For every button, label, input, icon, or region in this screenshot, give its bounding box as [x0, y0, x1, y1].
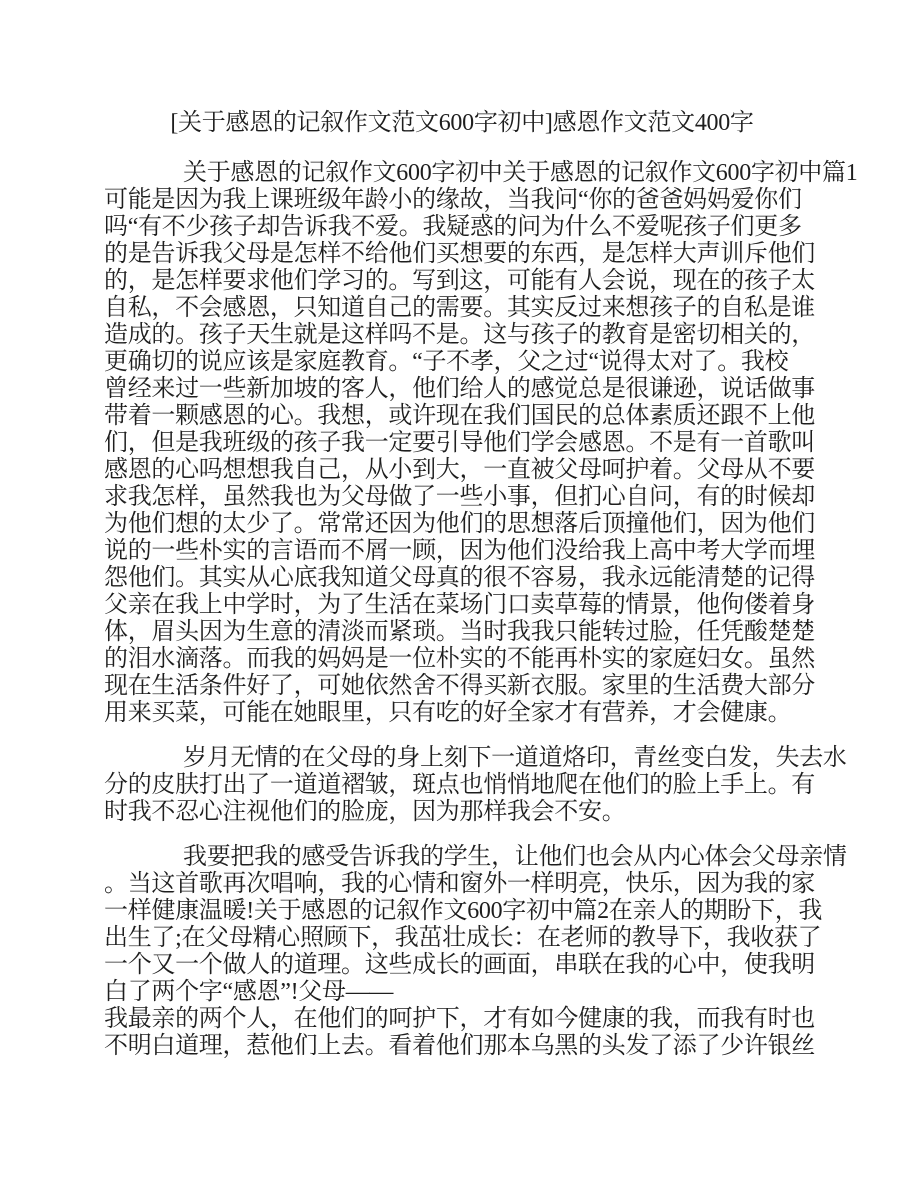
paragraph	[104, 160, 858, 727]
text-line: 造成的。孩子天生就是这样吗不是。这与孩子的教育是密切相关的，	[104, 322, 815, 348]
text-line: 怨他们。其实从心底我知道父母真的很不容易，我永远能清楚的记得	[104, 565, 815, 591]
text-line: 求我怎样，虽然我也为父母做了一些小事，但扪心自问，有的时候却	[104, 484, 815, 510]
text-line: 的，是怎样要求他们学习的。写到这，可能有人会说，现在的孩子太	[104, 268, 815, 294]
text-line: 可能是因为我上课班级年龄小的缘故，当我问“你的爸爸妈妈爱你们	[104, 187, 802, 213]
text-line: 吗“有不少孩子却告诉我不爱。我疑惑的问为什么不爱呢孩子们更多	[104, 214, 802, 240]
text-line: 曾经来过一些新加坡的客人，他们给人的感觉总是很谦逊，说话做事	[104, 376, 815, 402]
text-line: 不明白道理，惹他们上去。看着他们那本乌黑的头发了添了少许银丝	[104, 1033, 815, 1059]
text-line: 为他们想的太少了。常常还因为他们的思想落后顶撞他们，因为他们	[104, 511, 815, 537]
text-line: 关于感恩的记叙作文600字初中关于感恩的记叙作文600字初中篇1	[183, 160, 858, 186]
text-line: 自私，不会感恩，只知道自己的需要。其实反过来想孩子的自私是谁	[104, 295, 815, 321]
text-line: 们，但是我班级的孩子我一定要引导他们学会感恩。不是有一首歌叫	[104, 430, 815, 456]
text-line: 感恩的心吗想想我自己，从小到大，一直被父母呵护着。父母从不要	[104, 457, 815, 483]
text-line: 父亲在我上中学时，为了生活在菜场门口卖草莓的情景，他佝偻着身	[104, 592, 815, 618]
text-line: 岁月无情的在父母的身上刻下一道道烙印，青丝变白发，失去水	[183, 745, 847, 771]
text-line: 的是告诉我父母是怎样不给他们买想要的东西，是怎样大声训斥他们	[104, 241, 815, 267]
text-line: 。当这首歌再次唱响，我的心情和窗外一样明亮，快乐，因为我的家	[104, 871, 815, 897]
text-line: 现在生活条件好了，可她依然舍不得买新衣服。家里的生活费大部分	[104, 673, 815, 699]
text-line: 体，眉头因为生意的清淡而紧琐。当时我我只能转过脸，任凭酸楚楚	[104, 619, 815, 645]
text-line: 用来买菜，可能在她眼里，只有吃的好全家才有营养，才会健康。	[104, 700, 792, 726]
text-line: 一样健康温暖!关于感恩的记叙作文600字初中篇2在亲人的期盼下，我	[104, 898, 823, 924]
text-line: 出生了;在父母精心照顾下，我茁壮成长：在老师的教导下，我收获了	[104, 925, 822, 951]
text-line: 我最亲的两个人，在他们的呵护下，才有如今健康的我，而我有时也	[104, 1006, 815, 1032]
document-title: [关于感恩的记叙作文范文600字初中]感恩作文范文400字	[170, 110, 754, 136]
paragraph	[104, 745, 847, 826]
text-line: 时我不忍心注视他们的脸庞，因为那样我会不安。	[104, 799, 626, 825]
text-line: 的泪水滴落。而我的妈妈是一位朴实的不能再朴实的家庭妇女。虽然	[104, 646, 815, 672]
text-line: 更确切的说应该是家庭教育。“子不孝，父之过“说得太对了。我校	[104, 349, 789, 375]
text-line: 说的一些朴实的言语而不屑一顾，因为他们没给我上高中考大学而埋	[104, 538, 815, 564]
paragraph	[104, 844, 847, 1006]
text-line: 我要把我的感受告诉我的学生，让他们也会从内心体会父母亲情	[183, 844, 847, 870]
text-line: 白了两个字“感恩”!父母——	[104, 979, 394, 1005]
paragraph	[104, 1006, 820, 1060]
text-line: 一个又一个做人的道理。这些成长的画面，串联在我的心中，使我明	[104, 952, 815, 978]
text-line: 带着一颗感恩的心。我想，或许现在我们国民的总体素质还跟不上他	[104, 403, 815, 429]
text-line: 分的皮肤打出了一道道褶皱，斑点也悄悄地爬在他们的脸上手上。有	[104, 772, 815, 798]
document-body	[104, 160, 858, 1060]
